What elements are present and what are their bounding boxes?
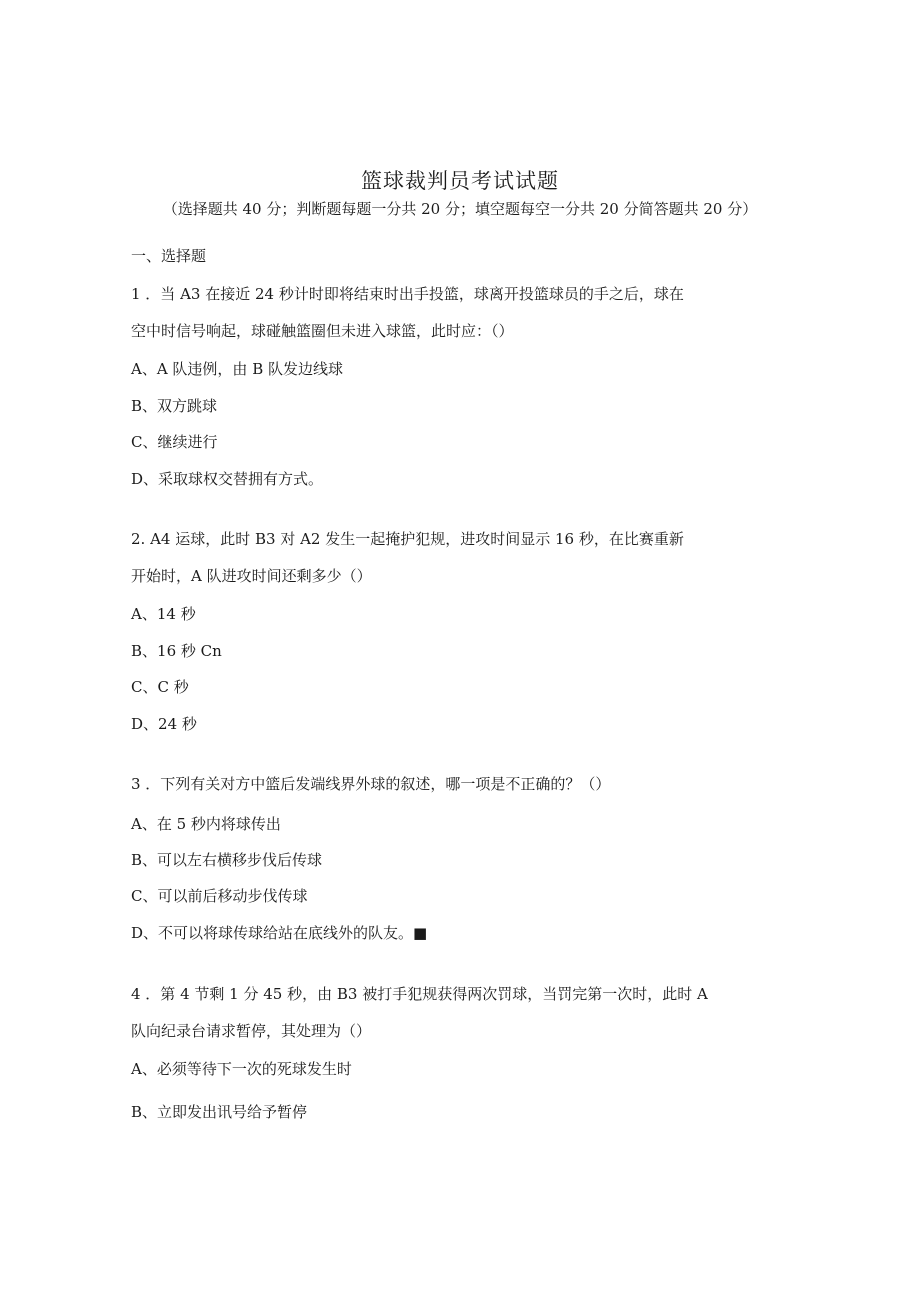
question-3-option-b: B、可以左右横移步伐后传球 xyxy=(131,851,323,869)
question-1-option-a: A、A 队违例，由 B 队发边线球 xyxy=(131,360,343,378)
question-3-option-c: C、可以前后移动步伐传球 xyxy=(131,887,308,905)
question-4-option-a: A、必须等待下一次的死球发生时 xyxy=(131,1060,352,1078)
question-2-option-b: B、16 秒 Cn xyxy=(131,642,222,660)
question-1-option-c: C、继续进行 xyxy=(131,433,218,451)
question-4-text-line-1: 4 ．第 4 节剩 1 分 45 秒，由 B3 被打手犯规获得两次罚球，当罚完第一次时，此时 A xyxy=(131,985,708,1003)
question-2-text-line-2: 开始时，A 队进攻时间还剩多少（） xyxy=(131,567,372,585)
question-1-option-b: B、双方跳球 xyxy=(131,397,218,415)
question-3-text-line-1: 3 ．下列有关对方中篮后发端线界外球的叙述，哪一项是不正确的？（） xyxy=(131,775,611,793)
question-2-option-c: C、C 秒 xyxy=(131,678,189,696)
question-2-option-a: A、14 秒 xyxy=(131,605,196,623)
question-1-text-line-2: 空中时信号响起，球碰触篮圈但未进入球篮，此时应：（） xyxy=(131,322,514,340)
question-2-text-line-1: 2. A4 运球，此时 B3 对 A2 发生一起掩护犯规，进攻时间显示 16 秒，在比赛重新 xyxy=(131,530,684,548)
question-3-option-a: A、在 5 秒内将球传出 xyxy=(131,815,281,833)
question-1-option-d: D、采取球权交替拥有方式。 xyxy=(131,470,324,488)
question-3-option-d: D、不可以将球传球给站在底线外的队友。■ xyxy=(131,924,428,942)
question-4-option-b: B、立即发出讯号给予暂停 xyxy=(131,1103,308,1121)
question-1-text-line-1: 1 ．当 A3 在接近 24 秒计时即将结束时出手投篮，球离开投篮球员的手之后，球在 xyxy=(131,285,684,303)
question-2-option-d: D、24 秒 xyxy=(131,715,197,733)
exam-subtitle: （选择题共 40 分；判断题每题一分共 20 分；填空题每空一分共 20 分简答题共 20 分） xyxy=(162,200,758,218)
question-4-text-line-2: 队向纪录台请求暂停，其处理为（） xyxy=(131,1022,372,1040)
exam-title: 篮球裁判员考试试题 xyxy=(361,169,559,193)
section-heading: 一、选择题 xyxy=(131,247,207,265)
